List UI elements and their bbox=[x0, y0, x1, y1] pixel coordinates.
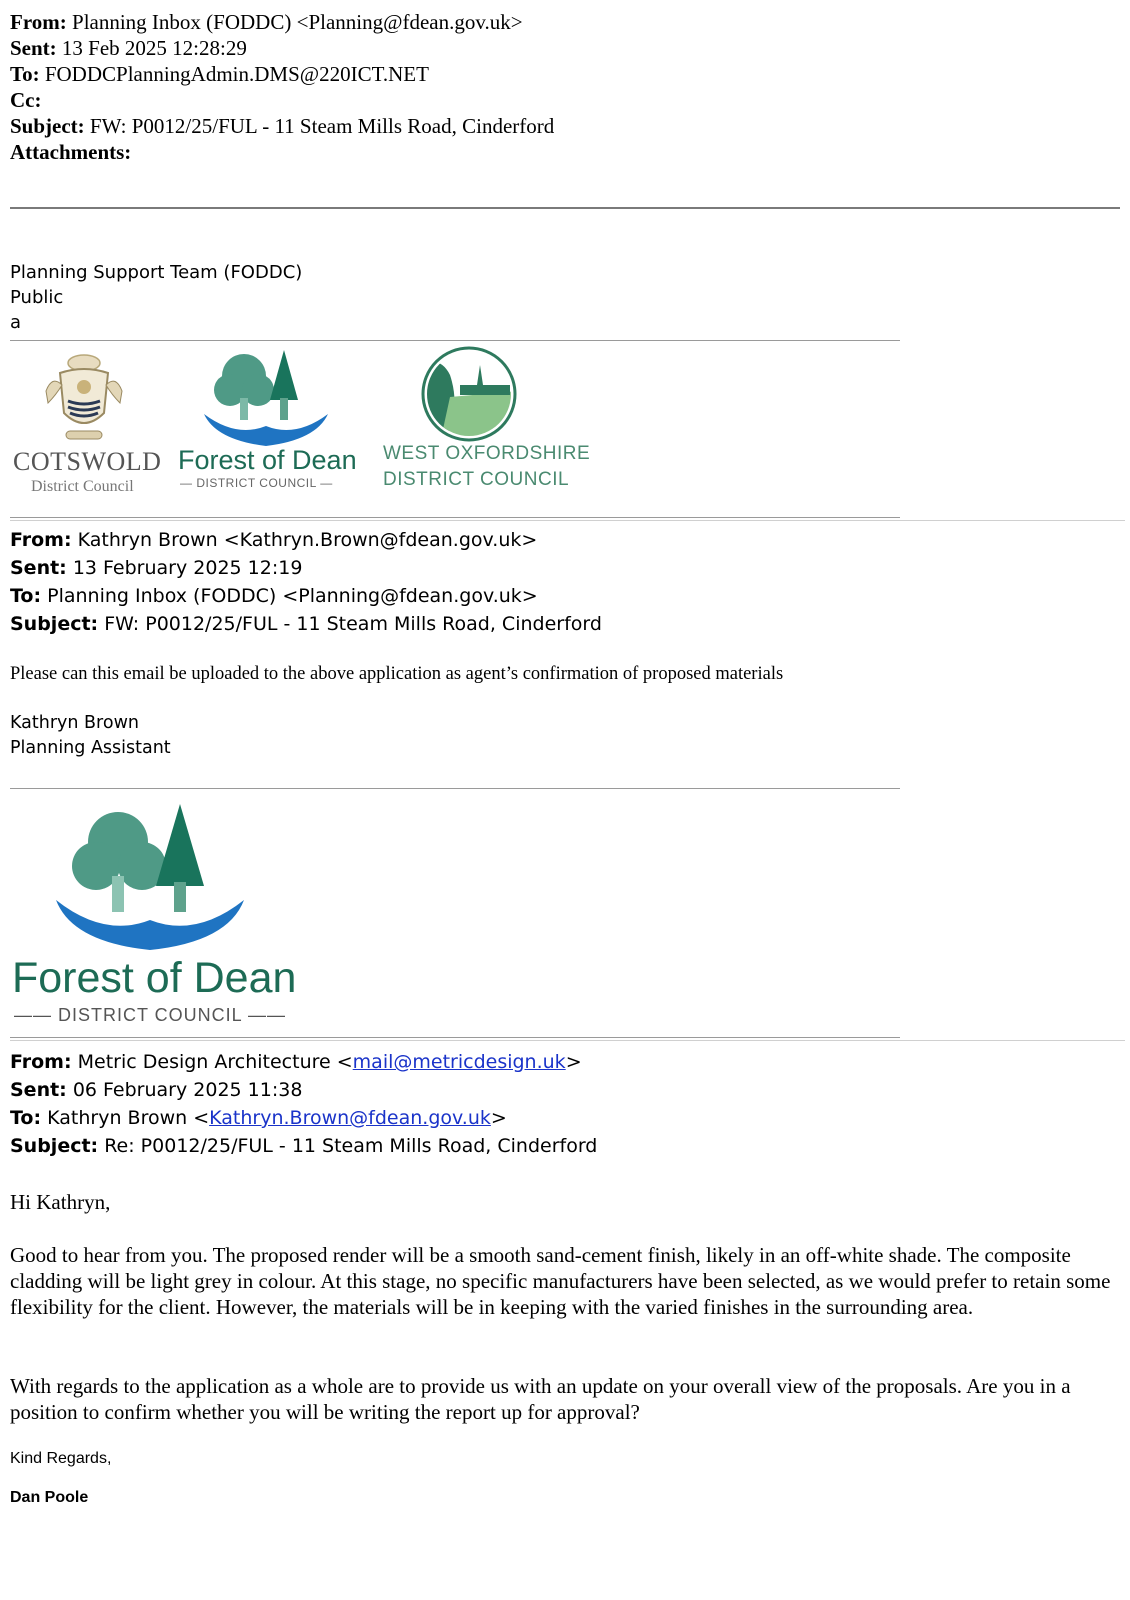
west-oxfordshire-logo bbox=[420, 345, 518, 443]
council-logos bbox=[0, 345, 600, 515]
forest-of-dean-logo-title: Forest of Dean bbox=[178, 445, 357, 475]
email2-sent-line bbox=[10, 1076, 302, 1104]
email2-subject-label: Subject: bbox=[10, 1135, 99, 1157]
banner-classification: Public bbox=[10, 287, 64, 308]
outer-sent-label: Sent: bbox=[10, 36, 57, 60]
email1-to-label: To: bbox=[10, 585, 42, 607]
outer-from-label: From: bbox=[10, 10, 67, 34]
email1-subject-value: FW: P0012/25/FUL - 11 Steam Mills Road, Cinderford bbox=[104, 613, 602, 635]
forest-of-dean-trees-logo bbox=[196, 348, 336, 446]
email2-to-prefix: Kathryn Brown < bbox=[47, 1107, 210, 1129]
header-divider bbox=[10, 207, 1120, 209]
large-logo-rule-light bbox=[10, 1040, 1125, 1041]
forest-of-dean-large-trees-logo bbox=[50, 800, 250, 950]
email2-from-email-link[interactable]: mail@metricdesign.uk bbox=[352, 1051, 566, 1073]
large-logo-rule bbox=[10, 1037, 900, 1038]
forest-of-dean-large-logo-subtitle: —— DISTRICT COUNCIL —— bbox=[14, 1005, 287, 1025]
outer-from-line bbox=[10, 9, 523, 35]
outer-to-line bbox=[10, 61, 429, 87]
email1-sent-line bbox=[10, 554, 302, 582]
outer-attachments-line bbox=[10, 139, 131, 165]
forest-of-dean-large-logo-subtitle-text: DISTRICT COUNCIL bbox=[58, 1005, 243, 1025]
email2-paragraph-2: With regards to the application as a whole are to provide us with an update on your overall view of the proposals. Are you in a position to confirm whether you will be writing the report up for approval? bbox=[10, 1374, 1071, 1424]
outer-subject-label: Subject: bbox=[10, 114, 85, 138]
email2-to-label: To: bbox=[10, 1107, 42, 1129]
cotswold-crest-logo bbox=[38, 351, 130, 443]
outer-cc-label: Cc: bbox=[10, 88, 42, 112]
email1-body: Please can this email be uploaded to the above application as agent’s confirmation of proposed materials bbox=[10, 664, 784, 684]
email2-sent-value: 06 February 2025 11:38 bbox=[72, 1079, 303, 1101]
outer-to-value: FODDCPlanningAdmin.DMS@220ICT.NET bbox=[44, 62, 429, 86]
email1-sent-label: Sent: bbox=[10, 557, 67, 579]
outer-subject-value: FW: P0012/25/FUL - 11 Steam Mills Road, Cinderford bbox=[89, 114, 555, 138]
email1-from-value: Kathryn Brown <Kathryn.Brown@fdean.gov.uk> bbox=[77, 529, 538, 551]
email2-greeting: Hi Kathryn, bbox=[10, 1190, 111, 1214]
email2-to-suffix: > bbox=[490, 1107, 507, 1129]
banner-team: Planning Support Team (FODDC) bbox=[10, 262, 303, 283]
signature-rule bbox=[10, 788, 900, 789]
email1-subject-line bbox=[10, 610, 602, 638]
email2-from-line bbox=[10, 1048, 582, 1076]
email1-to-line bbox=[10, 582, 538, 610]
email2-to-email-link[interactable]: Kathryn.Brown@fdean.gov.uk bbox=[209, 1107, 491, 1129]
outer-from-value: Planning Inbox (FODDC) <Planning@fdean.gov.uk> bbox=[72, 10, 523, 34]
banner-letter: a bbox=[10, 312, 22, 333]
banner-rule bbox=[10, 340, 900, 341]
outer-to-label: To: bbox=[10, 62, 40, 86]
email2-from-prefix: Metric Design Architecture < bbox=[77, 1051, 353, 1073]
logos-rule bbox=[10, 517, 900, 518]
email2-paragraph-1: Good to hear from you. The proposed render will be a smooth sand-cement finish, likely in an off-white shade. The composite cladding will be light grey in colour. At this stage, no specific manufacturers have been selected, as we would prefer to retain some flexibility for the client. However, the materials will be in keeping with the varied finishes in the surrounding area. bbox=[10, 1243, 1111, 1319]
email1-subject-label: Subject: bbox=[10, 613, 99, 635]
email1-from-label: From: bbox=[10, 529, 72, 551]
email2-to-line bbox=[10, 1104, 507, 1132]
outer-sent-line bbox=[10, 35, 247, 61]
email1-sent-value: 13 February 2025 12:19 bbox=[72, 557, 303, 579]
west-oxfordshire-logo-subtitle: DISTRICT COUNCIL bbox=[383, 469, 570, 490]
outer-sent-value: 13 Feb 2025 12:28:29 bbox=[61, 36, 247, 60]
outer-subject-line bbox=[10, 113, 554, 139]
email1-to-value: Planning Inbox (FODDC) <Planning@fdean.gov.uk> bbox=[47, 585, 538, 607]
email1-signature-name: Kathryn Brown bbox=[10, 713, 139, 733]
email2-sent-label: Sent: bbox=[10, 1079, 67, 1101]
cotswold-logo-subtitle: District Council bbox=[31, 478, 134, 495]
outer-cc-line bbox=[10, 87, 41, 113]
email2-from-label: From: bbox=[10, 1051, 72, 1073]
west-oxfordshire-logo-title: WEST OXFORDSHIRE bbox=[383, 443, 591, 464]
email2-signature: Dan Poole bbox=[10, 1489, 89, 1506]
email2-closing: Kind Regards, bbox=[10, 1450, 112, 1467]
email2-subject-line bbox=[10, 1132, 597, 1160]
email2-subject-value: Re: P0012/25/FUL - 11 Steam Mills Road, Cinderford bbox=[104, 1135, 598, 1157]
email2-from-suffix: > bbox=[565, 1051, 582, 1073]
forest-of-dean-large-logo-title: Forest of Dean bbox=[12, 954, 297, 1002]
forest-of-dean-logo-subtitle-text: DISTRICT COUNCIL bbox=[196, 476, 317, 490]
email1-signature-title: Planning Assistant bbox=[10, 738, 171, 758]
forest-of-dean-logo-subtitle: — DISTRICT COUNCIL — bbox=[180, 476, 333, 490]
outer-attachments-label: Attachments: bbox=[10, 140, 132, 164]
email1-from-line bbox=[10, 526, 537, 554]
cotswold-logo-title: COTSWOLD bbox=[13, 447, 162, 476]
logos-rule-light bbox=[10, 520, 1125, 521]
